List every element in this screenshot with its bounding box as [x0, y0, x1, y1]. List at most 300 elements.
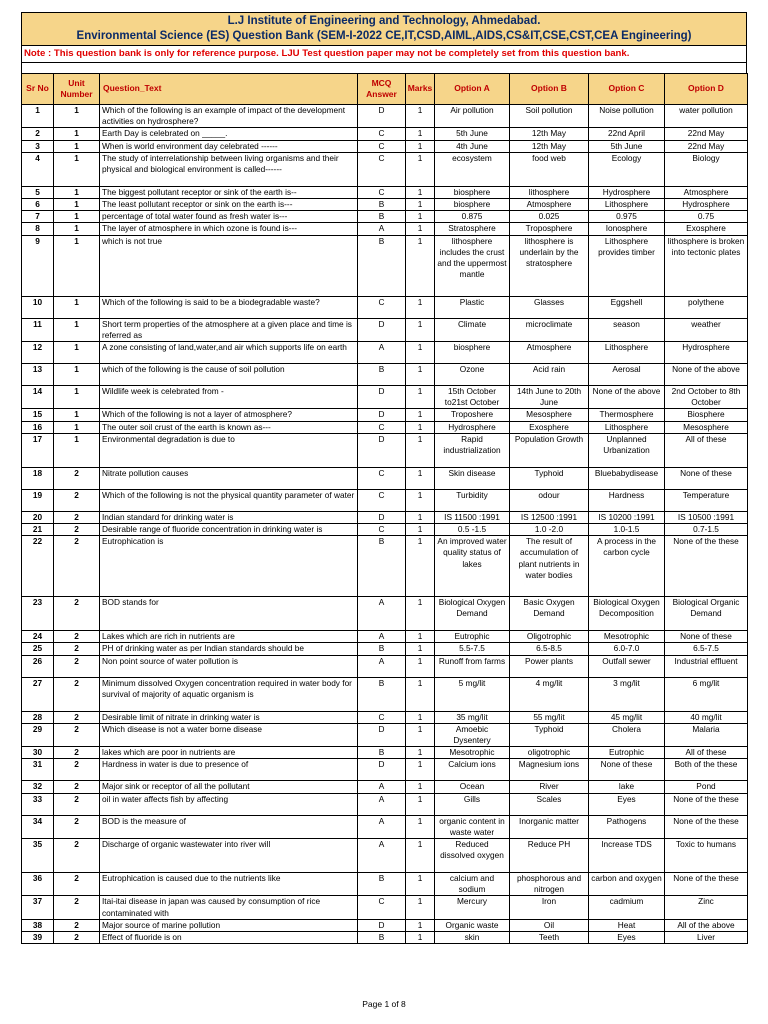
- cell-option-a: Biological Oxygen Demand: [435, 597, 510, 631]
- cell-option-c: Mesotrophic: [589, 631, 665, 643]
- cell-option-a: 5.5-7.5: [435, 643, 510, 655]
- table-row: [22, 536, 748, 597]
- cell-mcq-answer: A: [358, 839, 406, 873]
- cell-option-b: oligotrophic: [510, 747, 589, 759]
- table-row: [22, 152, 748, 186]
- table-row: [22, 342, 748, 364]
- cell-option-b: phosphorous and nitrogen: [510, 873, 589, 896]
- table-row: [22, 364, 748, 386]
- cell-mcq-answer: D: [358, 105, 406, 128]
- cell-option-d: 6 mg/lit: [665, 677, 748, 711]
- cell-sr-no: 7: [22, 211, 54, 223]
- cell-mcq-answer: B: [358, 873, 406, 896]
- cell-unit-number: 2: [54, 467, 100, 489]
- cell-mcq-answer: D: [358, 409, 406, 421]
- cell-option-c: 3 mg/lit: [589, 677, 665, 711]
- cell-option-a: Climate: [435, 318, 510, 341]
- cell-option-c: Aerosal: [589, 364, 665, 386]
- table-row: [22, 873, 748, 896]
- cell-question-text: which of the following is the cause of soil pollution: [100, 364, 358, 386]
- cell-unit-number: 1: [54, 186, 100, 198]
- cell-sr-no: 37: [22, 896, 54, 919]
- cell-unit-number: 1: [54, 152, 100, 186]
- cell-question-text: Which of the following is not a layer of atmosphere?: [100, 409, 358, 421]
- cell-mcq-answer: C: [358, 421, 406, 433]
- cell-marks: 1: [406, 511, 435, 523]
- cell-option-c: Cholera: [589, 723, 665, 746]
- cell-marks: 1: [406, 342, 435, 364]
- cell-sr-no: 38: [22, 919, 54, 931]
- cell-option-d: Mesosphere: [665, 421, 748, 433]
- cell-sr-no: 2: [22, 128, 54, 140]
- table-row: [22, 296, 748, 318]
- cell-mcq-answer: D: [358, 511, 406, 523]
- cell-marks: 1: [406, 631, 435, 643]
- cell-unit-number: 1: [54, 421, 100, 433]
- cell-question-text: Nitrate pollution causes: [100, 467, 358, 489]
- cell-marks: 1: [406, 536, 435, 597]
- table-row: [22, 467, 748, 489]
- cell-option-b: Glasses: [510, 296, 589, 318]
- cell-question-text: Hardness in water is due to presence of: [100, 759, 358, 781]
- cell-unit-number: 1: [54, 235, 100, 296]
- cell-sr-no: 9: [22, 235, 54, 296]
- cell-marks: 1: [406, 747, 435, 759]
- cell-mcq-answer: C: [358, 524, 406, 536]
- cell-unit-number: 2: [54, 597, 100, 631]
- cell-option-a: biosphere: [435, 186, 510, 198]
- cell-sr-no: 35: [22, 839, 54, 873]
- cell-unit-number: 2: [54, 723, 100, 746]
- table-row: [22, 140, 748, 152]
- table-row: [22, 128, 748, 140]
- cell-option-c: 45 mg/lit: [589, 711, 665, 723]
- cell-unit-number: 2: [54, 896, 100, 919]
- cell-mcq-answer: B: [358, 677, 406, 711]
- cell-sr-no: 3: [22, 140, 54, 152]
- cell-option-a: An improved water quality status of lakes: [435, 536, 510, 597]
- cell-option-c: Outfall sewer: [589, 655, 665, 677]
- cell-marks: 1: [406, 759, 435, 781]
- cell-unit-number: 2: [54, 747, 100, 759]
- table-row: [22, 186, 748, 198]
- cell-sr-no: 15: [22, 409, 54, 421]
- cell-option-b: IS 12500 :1991: [510, 511, 589, 523]
- table-row: [22, 723, 748, 746]
- cell-option-b: Reduce PH: [510, 839, 589, 873]
- cell-option-b: Basic Oxygen Demand: [510, 597, 589, 631]
- cell-marks: 1: [406, 815, 435, 838]
- cell-option-d: 0.7-1.5: [665, 524, 748, 536]
- cell-unit-number: 2: [54, 839, 100, 873]
- cell-option-b: Troposphere: [510, 223, 589, 235]
- cell-sr-no: 6: [22, 199, 54, 211]
- cell-sr-no: 34: [22, 815, 54, 838]
- cell-unit-number: 1: [54, 128, 100, 140]
- cell-sr-no: 11: [22, 318, 54, 341]
- cell-option-c: 0.975: [589, 211, 665, 223]
- cell-question-text: Major sink or receptor of all the pollutant: [100, 781, 358, 793]
- cell-option-b: Inorganic matter: [510, 815, 589, 838]
- cell-option-b: 14th June to 20th June: [510, 386, 589, 409]
- cell-mcq-answer: A: [358, 655, 406, 677]
- cell-question-text: oil in water affects fish by affecting: [100, 793, 358, 815]
- cell-marks: 1: [406, 152, 435, 186]
- cell-option-a: Gills: [435, 793, 510, 815]
- cell-unit-number: 1: [54, 409, 100, 421]
- cell-unit-number: 2: [54, 932, 100, 944]
- cell-mcq-answer: A: [358, 631, 406, 643]
- cell-mcq-answer: C: [358, 467, 406, 489]
- spacer-row: [21, 63, 747, 73]
- cell-option-a: organic content in waste water: [435, 815, 510, 838]
- cell-option-b: Oil: [510, 919, 589, 931]
- cell-option-c: lake: [589, 781, 665, 793]
- cell-mcq-answer: A: [358, 781, 406, 793]
- cell-mcq-answer: C: [358, 128, 406, 140]
- cell-option-c: Pathogens: [589, 815, 665, 838]
- cell-option-a: Organic waste: [435, 919, 510, 931]
- cell-option-d: None of the above: [665, 364, 748, 386]
- cell-option-a: 15th October to21st October: [435, 386, 510, 409]
- cell-option-d: All of these: [665, 433, 748, 467]
- cell-question-text: Eutrophication is caused due to the nutrients like: [100, 873, 358, 896]
- cell-unit-number: 2: [54, 793, 100, 815]
- table-row: [22, 747, 748, 759]
- cell-marks: 1: [406, 421, 435, 433]
- cell-sr-no: 10: [22, 296, 54, 318]
- cell-unit-number: 1: [54, 342, 100, 364]
- cell-unit-number: 1: [54, 199, 100, 211]
- cell-option-b: Scales: [510, 793, 589, 815]
- cell-option-b: 12th May: [510, 128, 589, 140]
- cell-question-text: Short term properties of the atmosphere at a given place and time is referred as: [100, 318, 358, 341]
- col-header-unit-number: Unit Number: [54, 74, 100, 105]
- document-header: [21, 12, 747, 46]
- cell-marks: 1: [406, 467, 435, 489]
- cell-mcq-answer: D: [358, 759, 406, 781]
- cell-sr-no: 28: [22, 711, 54, 723]
- cell-marks: 1: [406, 199, 435, 211]
- page-footer: Page 1 of 8: [362, 999, 406, 1009]
- cell-mcq-answer: B: [358, 536, 406, 597]
- cell-question-text: The least pollutant receptor or sink on the earth is---: [100, 199, 358, 211]
- cell-question-text: percentage of total water found as fresh water is---: [100, 211, 358, 223]
- cell-marks: 1: [406, 839, 435, 873]
- cell-option-c: 1.0-1.5: [589, 524, 665, 536]
- cell-mcq-answer: B: [358, 932, 406, 944]
- cell-option-a: Plastic: [435, 296, 510, 318]
- cell-marks: 1: [406, 409, 435, 421]
- cell-marks: 1: [406, 489, 435, 511]
- cell-sr-no: 29: [22, 723, 54, 746]
- cell-mcq-answer: A: [358, 815, 406, 838]
- cell-marks: 1: [406, 677, 435, 711]
- cell-sr-no: 18: [22, 467, 54, 489]
- table-row: [22, 489, 748, 511]
- cell-mcq-answer: D: [358, 386, 406, 409]
- cell-marks: 1: [406, 781, 435, 793]
- cell-option-d: All of the above: [665, 919, 748, 931]
- cell-option-b: 0.025: [510, 211, 589, 223]
- cell-option-b: Atmosphere: [510, 342, 589, 364]
- cell-option-b: 12th May: [510, 140, 589, 152]
- cell-mcq-answer: B: [358, 199, 406, 211]
- cell-question-text: Non point source of water pollution is: [100, 655, 358, 677]
- cell-option-d: Toxic to humans: [665, 839, 748, 873]
- cell-option-d: water pollution: [665, 105, 748, 128]
- cell-sr-no: 1: [22, 105, 54, 128]
- cell-option-c: Noise pollution: [589, 105, 665, 128]
- cell-option-b: Atmosphere: [510, 199, 589, 211]
- cell-sr-no: 27: [22, 677, 54, 711]
- table-row: [22, 421, 748, 433]
- cell-question-text: A zone consisting of land,water,and air which supports life on earth: [100, 342, 358, 364]
- table-row: [22, 223, 748, 235]
- col-header-option-b: Option B: [510, 74, 589, 105]
- cell-option-c: A process in the carbon cycle: [589, 536, 665, 597]
- cell-marks: 1: [406, 793, 435, 815]
- cell-option-b: Exosphere: [510, 421, 589, 433]
- cell-option-b: Iron: [510, 896, 589, 919]
- cell-option-b: lithosphere: [510, 186, 589, 198]
- cell-option-a: Mercury: [435, 896, 510, 919]
- cell-question-text: lakes which are poor in nutrients are: [100, 747, 358, 759]
- table-row: [22, 105, 748, 128]
- cell-option-b: Power plants: [510, 655, 589, 677]
- cell-question-text: The study of interrelationship between living organisms and their physical and biological environment is called------: [100, 152, 358, 186]
- table-row: [22, 433, 748, 467]
- cell-option-d: Biosphere: [665, 409, 748, 421]
- cell-unit-number: 2: [54, 711, 100, 723]
- cell-option-a: Eutrophic: [435, 631, 510, 643]
- cell-option-b: 4 mg/lit: [510, 677, 589, 711]
- cell-marks: 1: [406, 896, 435, 919]
- cell-marks: 1: [406, 235, 435, 296]
- table-row: [22, 524, 748, 536]
- cell-question-text: Desirable limit of nitrate in drinking water is: [100, 711, 358, 723]
- cell-question-text: Discharge of organic wastewater into river will: [100, 839, 358, 873]
- cell-question-text: Earth Day is celebrated on _____.: [100, 128, 358, 140]
- cell-question-text: Minimum dissolved Oxygen concentration required in water body for survival of majority of aquatic organism is: [100, 677, 358, 711]
- cell-option-c: Lithosphere: [589, 342, 665, 364]
- cell-option-b: The result of accumulation of plant nutrients in water bodies: [510, 536, 589, 597]
- cell-option-d: All of these: [665, 747, 748, 759]
- col-header-option-d: Option D: [665, 74, 748, 105]
- cell-option-b: 6.5-8.5: [510, 643, 589, 655]
- cell-mcq-answer: C: [358, 152, 406, 186]
- cell-unit-number: 2: [54, 873, 100, 896]
- cell-sr-no: 5: [22, 186, 54, 198]
- table-row: [22, 199, 748, 211]
- cell-marks: 1: [406, 211, 435, 223]
- cell-option-b: Teeth: [510, 932, 589, 944]
- table-header-row: [22, 74, 748, 105]
- cell-option-a: Ocean: [435, 781, 510, 793]
- cell-unit-number: 1: [54, 318, 100, 341]
- cell-option-c: Eyes: [589, 793, 665, 815]
- col-header-mcq-answer: MCQ Answer: [358, 74, 406, 105]
- cell-option-a: Skin disease: [435, 467, 510, 489]
- cell-unit-number: 2: [54, 781, 100, 793]
- cell-unit-number: 2: [54, 489, 100, 511]
- cell-option-d: Exosphere: [665, 223, 748, 235]
- cell-question-text: When is world environment day celebrated ------: [100, 140, 358, 152]
- cell-marks: 1: [406, 128, 435, 140]
- cell-mcq-answer: A: [358, 597, 406, 631]
- institute-name: L.J Institute of Engineering and Technology, Ahmedabad.: [227, 15, 541, 27]
- cell-marks: 1: [406, 655, 435, 677]
- question-table: [21, 73, 748, 944]
- cell-option-b: Oligotrophic: [510, 631, 589, 643]
- cell-sr-no: 23: [22, 597, 54, 631]
- cell-question-text: Itai-itai disease in japan was caused by consumption of rice contaminated with: [100, 896, 358, 919]
- cell-option-b: Typhoid: [510, 467, 589, 489]
- cell-option-b: Soil pollution: [510, 105, 589, 128]
- table-row: [22, 896, 748, 919]
- cell-question-text: The layer of atmosphere in which ozone is found is---: [100, 223, 358, 235]
- cell-option-d: None of the these: [665, 536, 748, 597]
- cell-mcq-answer: B: [358, 747, 406, 759]
- cell-marks: 1: [406, 723, 435, 746]
- cell-option-b: 1.0 -2.0: [510, 524, 589, 536]
- cell-question-text: The outer soil crust of the earth is known as---: [100, 421, 358, 433]
- table-row: [22, 643, 748, 655]
- cell-option-c: 22nd April: [589, 128, 665, 140]
- cell-unit-number: 2: [54, 759, 100, 781]
- cell-marks: 1: [406, 873, 435, 896]
- cell-option-a: Air pollution: [435, 105, 510, 128]
- cell-option-b: 55 mg/lit: [510, 711, 589, 723]
- cell-question-text: Environmental degradation is due to: [100, 433, 358, 467]
- cell-question-text: BOD stands for: [100, 597, 358, 631]
- table-row: [22, 781, 748, 793]
- cell-option-a: 5 mg/lit: [435, 677, 510, 711]
- cell-question-text: Which disease is not a water borne disease: [100, 723, 358, 746]
- cell-question-text: Which of the following is not the physical quantity parameter of water: [100, 489, 358, 511]
- cell-sr-no: 32: [22, 781, 54, 793]
- table-row: [22, 655, 748, 677]
- cell-option-c: Eggshell: [589, 296, 665, 318]
- cell-option-a: Turbidity: [435, 489, 510, 511]
- cell-option-a: ecosystem: [435, 152, 510, 186]
- cell-option-a: calcium and sodium: [435, 873, 510, 896]
- cell-option-a: Amoebic Dysentery: [435, 723, 510, 746]
- table-row: [22, 235, 748, 296]
- cell-option-b: lithosphere is underlain by the stratosphere: [510, 235, 589, 296]
- cell-sr-no: 14: [22, 386, 54, 409]
- cell-option-c: None of these: [589, 759, 665, 781]
- cell-unit-number: 2: [54, 536, 100, 597]
- cell-mcq-answer: C: [358, 140, 406, 152]
- table-row: [22, 386, 748, 409]
- cell-mcq-answer: D: [358, 318, 406, 341]
- cell-option-d: None of these: [665, 467, 748, 489]
- table-row: [22, 318, 748, 341]
- cell-option-a: Stratosphere: [435, 223, 510, 235]
- cell-option-d: 0.75: [665, 211, 748, 223]
- cell-option-c: Bluebabydisease: [589, 467, 665, 489]
- cell-mcq-answer: C: [358, 296, 406, 318]
- col-header-option-c: Option C: [589, 74, 665, 105]
- table-row: [22, 711, 748, 723]
- cell-option-c: Lithosphere: [589, 199, 665, 211]
- cell-option-a: 5th June: [435, 128, 510, 140]
- cell-question-text: which is not true: [100, 235, 358, 296]
- cell-sr-no: 16: [22, 421, 54, 433]
- col-header-sr-no: Sr No: [22, 74, 54, 105]
- table-row: [22, 677, 748, 711]
- cell-mcq-answer: C: [358, 711, 406, 723]
- cell-option-c: season: [589, 318, 665, 341]
- cell-question-text: PH of drinking water as per Indian standards should be: [100, 643, 358, 655]
- cell-sr-no: 31: [22, 759, 54, 781]
- cell-marks: 1: [406, 524, 435, 536]
- cell-mcq-answer: D: [358, 919, 406, 931]
- cell-option-b: Acid rain: [510, 364, 589, 386]
- cell-option-b: Mesosphere: [510, 409, 589, 421]
- cell-option-d: IS 10500 :1991: [665, 511, 748, 523]
- cell-option-c: Unplanned Urbanization: [589, 433, 665, 467]
- cell-option-c: cadmium: [589, 896, 665, 919]
- cell-question-text: Major source of marine pollution: [100, 919, 358, 931]
- cell-option-c: Ionosphere: [589, 223, 665, 235]
- cell-option-a: IS 11500 :1991: [435, 511, 510, 523]
- cell-option-d: 2nd October to 8th October: [665, 386, 748, 409]
- cell-unit-number: 1: [54, 433, 100, 467]
- cell-marks: 1: [406, 364, 435, 386]
- cell-unit-number: 2: [54, 511, 100, 523]
- cell-unit-number: 1: [54, 211, 100, 223]
- cell-option-a: lithosphere includes the crust and the uppermost mantle: [435, 235, 510, 296]
- cell-unit-number: 2: [54, 655, 100, 677]
- table-row: [22, 932, 748, 944]
- cell-mcq-answer: A: [358, 223, 406, 235]
- cell-option-d: 22nd May: [665, 128, 748, 140]
- cell-sr-no: 8: [22, 223, 54, 235]
- cell-option-d: None of the these: [665, 793, 748, 815]
- cell-option-c: Lithosphere provides timber: [589, 235, 665, 296]
- cell-marks: 1: [406, 105, 435, 128]
- cell-mcq-answer: D: [358, 723, 406, 746]
- cell-question-text: BOD is the measure of: [100, 815, 358, 838]
- cell-sr-no: 4: [22, 152, 54, 186]
- table-row: [22, 815, 748, 838]
- cell-option-a: Calcium ions: [435, 759, 510, 781]
- cell-option-c: Lithosphere: [589, 421, 665, 433]
- table-row: [22, 793, 748, 815]
- cell-unit-number: 1: [54, 105, 100, 128]
- cell-option-a: Mesotrophic: [435, 747, 510, 759]
- col-header-option-a: Option A: [435, 74, 510, 105]
- cell-mcq-answer: B: [358, 235, 406, 296]
- cell-question-text: Wildlife week is celebrated from -: [100, 386, 358, 409]
- cell-mcq-answer: C: [358, 489, 406, 511]
- cell-sr-no: 12: [22, 342, 54, 364]
- cell-option-c: Biological Oxygen Decomposition: [589, 597, 665, 631]
- cell-unit-number: 2: [54, 919, 100, 931]
- cell-sr-no: 39: [22, 932, 54, 944]
- cell-option-c: Hydrosphere: [589, 186, 665, 198]
- cell-option-c: 5th June: [589, 140, 665, 152]
- cell-option-c: Thermosphere: [589, 409, 665, 421]
- cell-option-d: None of the these: [665, 815, 748, 838]
- cell-unit-number: 2: [54, 524, 100, 536]
- cell-option-d: Atmosphere: [665, 186, 748, 198]
- cell-option-b: Population Growth: [510, 433, 589, 467]
- cell-marks: 1: [406, 318, 435, 341]
- cell-option-d: Zinc: [665, 896, 748, 919]
